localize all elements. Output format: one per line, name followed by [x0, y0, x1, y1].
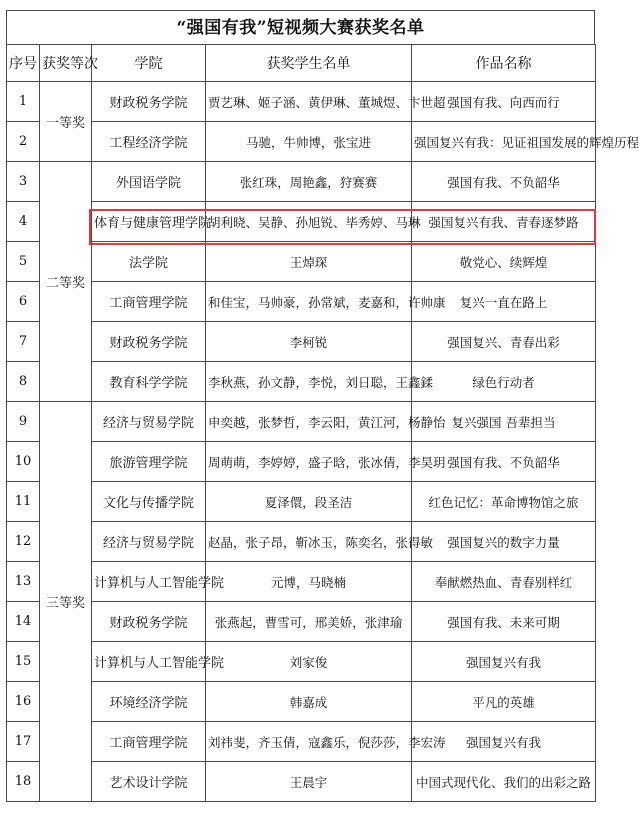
row-num: 7 — [7, 322, 40, 362]
table-row — [7, 682, 596, 722]
row-work: 红色记忆：革命博物馆之旅 — [412, 482, 596, 522]
row-work: 复兴强国 吾辈担当 — [412, 402, 596, 442]
row-college: 财政税务学院 — [92, 602, 206, 642]
row-work: 强国复兴有我 — [412, 642, 596, 682]
row-num: 3 — [7, 162, 40, 202]
row-college: 旅游管理学院 — [92, 442, 206, 482]
row-students: 申奕越，张梦哲，李云阳，黄江河，杨静怡 — [206, 402, 412, 442]
row-students: 赵晶，张子昂，靳冰玉，陈奕名，张得敏 — [206, 522, 412, 562]
table-row — [7, 442, 596, 482]
row-work: 绿色行动者 — [412, 362, 596, 402]
row-work: 复兴一直在路上 — [412, 282, 596, 322]
header-award: 获奖等次 — [40, 45, 92, 82]
header-work: 作品名称 — [412, 45, 596, 82]
table-row — [7, 162, 596, 202]
row-num: 2 — [7, 122, 40, 162]
row-students: 马驰，牛帅博，张宝进 — [206, 122, 412, 162]
table-row — [7, 522, 596, 562]
row-num: 12 — [7, 522, 40, 562]
row-students: 刘祎斐，齐玉倩，寇鑫乐，倪莎莎，李宏涛 — [206, 722, 412, 762]
row-num: 4 — [7, 202, 40, 242]
row-work: 强国有我、未来可期 — [412, 602, 596, 642]
row-num: 5 — [7, 242, 40, 282]
row-college: 经济与贸易学院 — [92, 522, 206, 562]
row-college: 艺术设计学院 — [92, 762, 206, 802]
row-college: 外国语学院 — [92, 162, 206, 202]
row-work: 强国复兴、青春出彩 — [412, 322, 596, 362]
row-students: 李秋燕，孙文静，李悦，刘日聪，王鑫鍒 — [206, 362, 412, 402]
row-college: 文化与传播学院 — [92, 482, 206, 522]
row-work: 敬党心、续辉煌 — [412, 242, 596, 282]
row-num: 16 — [7, 682, 40, 722]
row-work: 强国复兴的数字力量 — [412, 522, 596, 562]
row-college: 体育与健康管理学院 — [92, 202, 206, 242]
table-row — [7, 602, 596, 642]
row-college: 环境经济学院 — [92, 682, 206, 722]
row-students: 王晨宇 — [206, 762, 412, 802]
table-row — [7, 482, 596, 522]
table-title: “强国有我”短视频大赛获奖名单 — [6, 10, 595, 44]
row-num: 9 — [7, 402, 40, 442]
row-work: 奉献燃热血、青春别样红 — [412, 562, 596, 602]
award-level-second: 二等奖 — [40, 162, 92, 402]
row-students: 张红珠，周艳鑫，狩赛赛 — [206, 162, 412, 202]
row-num: 6 — [7, 282, 40, 322]
row-students: 王焯琛 — [206, 242, 412, 282]
row-work: 中国式现代化、我们的出彩之路 — [412, 762, 596, 802]
row-num: 8 — [7, 362, 40, 402]
row-num: 17 — [7, 722, 40, 762]
award-table — [6, 44, 639, 802]
row-college: 工商管理学院 — [92, 722, 206, 762]
row-students: 胡利晓、吴静、孙旭锐、毕秀婷、马琳 — [206, 202, 412, 242]
header-num: 序号 — [7, 45, 40, 82]
row-college: 财政税务学院 — [92, 322, 206, 362]
row-num: 11 — [7, 482, 40, 522]
table-row — [7, 402, 596, 442]
header-college: 学院 — [92, 45, 206, 82]
row-work: 强国复兴有我：见证祖国发展的辉煌历程 — [412, 122, 596, 162]
row-college: 工程经济学院 — [92, 122, 206, 162]
row-work: 强国有我、向西而行 — [412, 82, 596, 122]
table-row — [7, 282, 596, 322]
row-num: 1 — [7, 82, 40, 122]
row-college: 计算机与人工智能学院 — [92, 642, 206, 682]
row-students: 夏泽儇，段圣洁 — [206, 482, 412, 522]
row-work: 平凡的英雄 — [412, 682, 596, 722]
table-row — [7, 122, 596, 162]
award-level-third: 三等奖 — [40, 402, 92, 802]
row-work: 强国有我、不负韶华 — [412, 442, 596, 482]
table-row — [7, 362, 596, 402]
row-college: 计算机与人工智能学院 — [92, 562, 206, 602]
row-num: 14 — [7, 602, 40, 642]
table-row — [7, 762, 596, 802]
row-work: 强国有我、不负韶华 — [412, 162, 596, 202]
row-students: 李柯锐 — [206, 322, 412, 362]
row-college: 法学院 — [92, 242, 206, 282]
row-students: 和佳宝，马帅豪，孙常斌，麦嘉和，许帅康 — [206, 282, 412, 322]
header-students: 获奖学生名单 — [206, 45, 412, 82]
table-row — [7, 642, 596, 682]
row-college: 教育科学学院 — [92, 362, 206, 402]
table-row — [7, 82, 596, 122]
row-num: 18 — [7, 762, 40, 802]
row-students: 周萌萌，李婷婷，盛子晗，张冰倩，李昊玥 — [206, 442, 412, 482]
table-row — [7, 322, 596, 362]
row-num: 15 — [7, 642, 40, 682]
row-students: 元博，马晓楠 — [206, 562, 412, 602]
table-row — [7, 242, 596, 282]
table-row — [7, 722, 596, 762]
row-students: 张燕起，曹雪可，邢美娇，张津瑜 — [206, 602, 412, 642]
row-college: 工商管理学院 — [92, 282, 206, 322]
row-college: 财政税务学院 — [92, 82, 206, 122]
row-num: 13 — [7, 562, 40, 602]
header-row — [7, 45, 596, 82]
row-work: 强国复兴有我、青春逐梦路 — [412, 202, 596, 242]
row-num: 10 — [7, 442, 40, 482]
row-students: 贾艺琳、姬子涵、黄伊琳、董城煜、卞世超 — [206, 82, 412, 122]
table-row — [7, 562, 596, 602]
row-work: 强国复兴有我 — [412, 722, 596, 762]
table-row-highlighted — [7, 202, 596, 242]
row-students: 韩嘉成 — [206, 682, 412, 722]
row-students: 刘家俊 — [206, 642, 412, 682]
row-college: 经济与贸易学院 — [92, 402, 206, 442]
award-level-first: 一等奖 — [40, 82, 92, 162]
